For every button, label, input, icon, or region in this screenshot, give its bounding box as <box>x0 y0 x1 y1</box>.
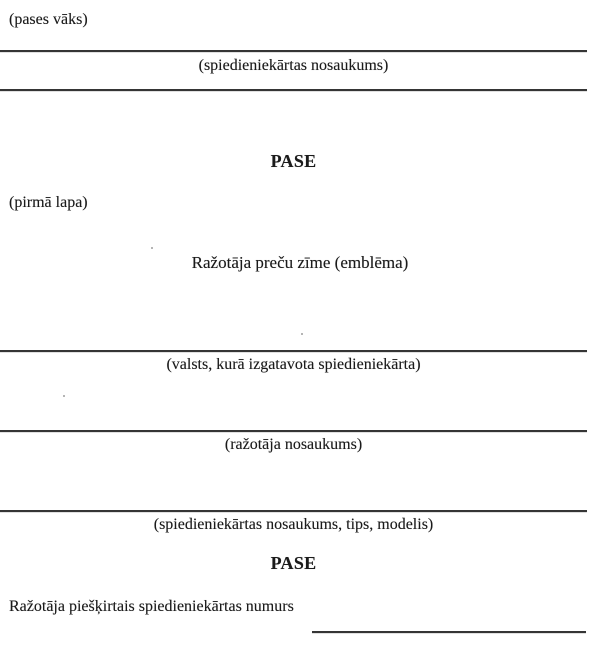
blank-caption-equipment-name: (spiedieniekārtas nosaukums) <box>198 57 389 74</box>
trademark-note: Ražotāja preču zīme (emblēma) <box>191 253 409 272</box>
scan-speck <box>301 333 303 335</box>
first-page-label: (pirmā lapa) <box>9 194 88 211</box>
section-title: PASE <box>270 553 317 573</box>
blank-caption-equipment-type: (spiedieniekārtas nosaukums, tips, modelis) <box>153 516 434 533</box>
blank-caption-manufacturer: (ražotāja nosaukums) <box>224 436 363 453</box>
blank-line-equipment-name-top <box>0 50 587 52</box>
blank-line-serial-number <box>312 631 586 633</box>
blank-caption-country: (valsts, kurā izgatavota spiedieniekārta) <box>166 356 421 373</box>
blank-line-equipment-name-bottom <box>0 89 587 91</box>
serial-number-label: Ražotāja piešķirtais spiedieniekārtas numurs <box>9 598 294 615</box>
blank-line-equipment-type <box>0 510 587 512</box>
document-title: PASE <box>270 151 317 171</box>
blank-line-manufacturer <box>0 430 587 432</box>
cover-label: (pases vāks) <box>9 11 88 28</box>
scan-speck <box>63 395 65 397</box>
scan-speck <box>151 247 153 249</box>
blank-line-country <box>0 350 587 352</box>
